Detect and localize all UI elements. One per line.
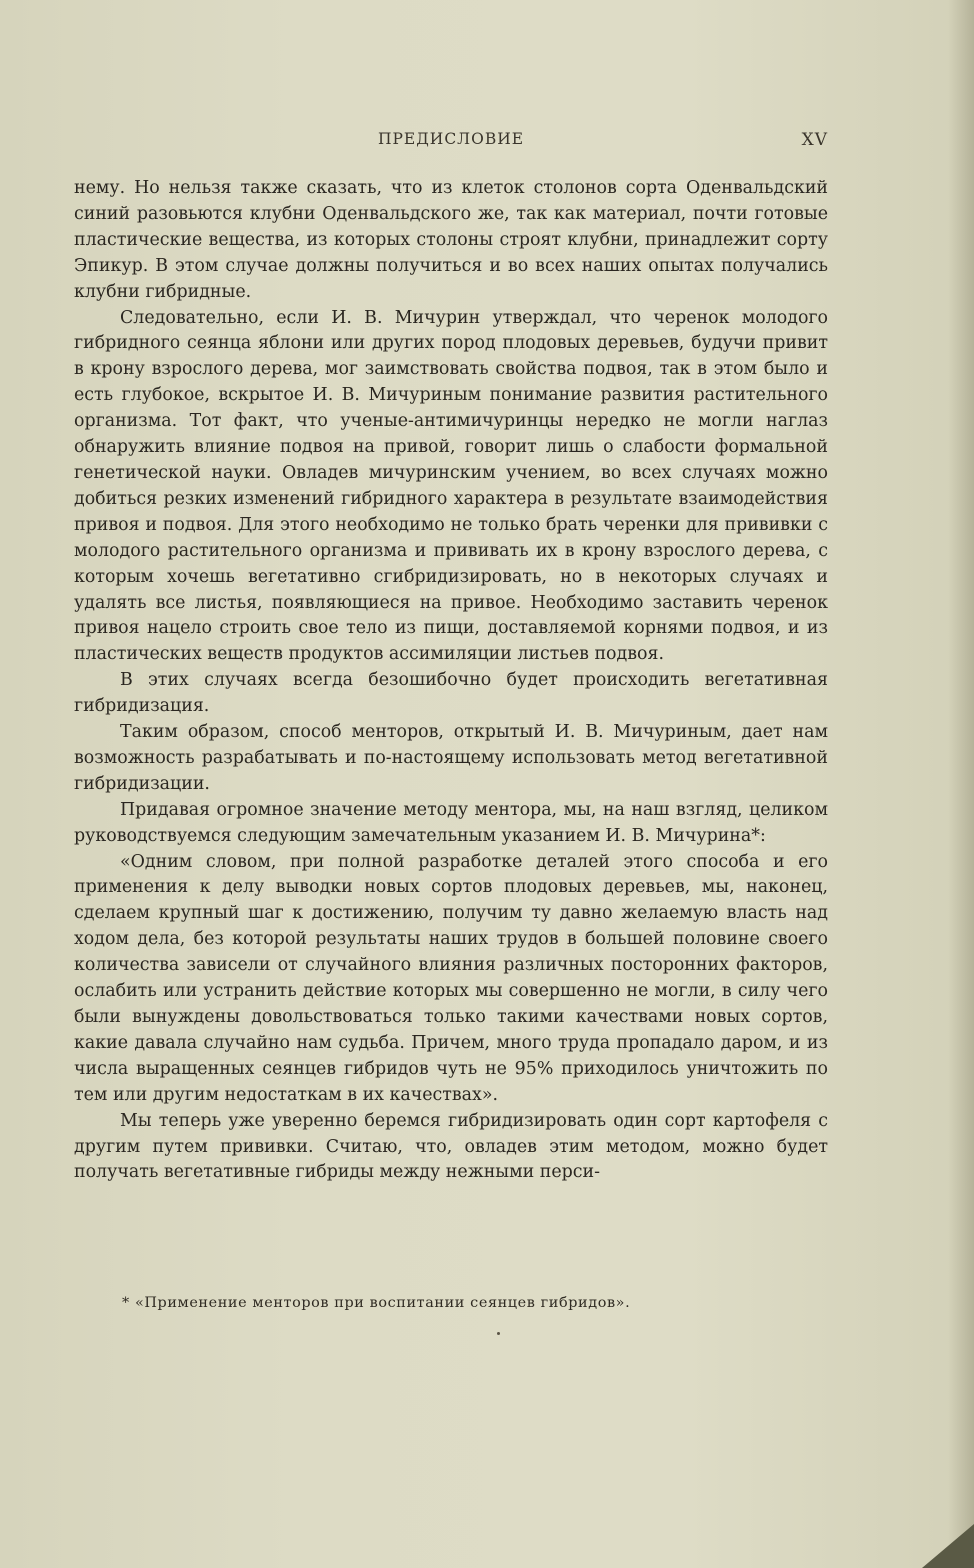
paragraph-closing: Мы теперь уже уверенно беремся гибридизировать один сорт картофеля с другим путем прививки. Считаю, что, овладев этим методом, можно будет получать вегетативные гибриды между нежными перси- (74, 1110, 828, 1183)
paragraph: В этих случаях всегда безошибочно будет происходить вегетативная гибридизация. (74, 670, 828, 717)
page-edge-shadow (948, 0, 974, 1568)
running-head (74, 130, 828, 154)
paragraph: Таким образом, способ менторов, открытый И. В. Мичуриным, дает нам возможность разрабатывать и по-настоящему использовать метод вегетативной гибридизации. (74, 722, 828, 794)
paragraph: Придавая огромное значение методу ментора, мы, на наш взгляд, целиком руководствуемся следующим замечательным указанием И. В. Мичурина*: (74, 799, 828, 846)
main-text (74, 176, 828, 1186)
footnote: * «Применение менторов при воспитании сеянцев гибридов». (122, 1295, 631, 1311)
running-head-title: ПРЕДИСЛОВИЕ (377, 130, 525, 148)
page-number: XV (801, 130, 828, 150)
paragraph: Следовательно, если И. В. Мичурин утверждал, что черенок молодого гибридного сеянца яблони или других пород плодовых деревьев, будучи привит в крону взрослого дерева, мог заимствовать свойства подвоя, так в этом было и есть глубокое, вскрытое И. В. Мичуриным понимание развития растительного организма. Тот факт, что ученые-антимичуринцы нередко не могли наглаз обнаружить влияние подвоя на привой, говорит лишь о слабости формальной генетической науки. Овладев мичуринским учением, во всех случаях можно добиться резких изменений гибридного характера в результате взаимодействия привоя и подвоя. Для этого необходимо не только брать черенки для прививки с молодого растительного организма и прививать их в крону взрослого дерева, с которым хочешь вегетативно сгибридизировать, но в некоторых случаях и удалять все листья, появляющиеся на привое. Необходимо заставить черенок привоя нацело строить свое тело из пищи, доставляемой корнями подвоя, и из пластических веществ продуктов ассимиляции листьев подвоя. (74, 307, 828, 665)
print-speck (497, 1332, 500, 1335)
corner-fold (922, 1524, 974, 1568)
paragraph-continuation: нему. Но нельзя также сказать, что из клеток столонов сорта Оденвальдский синий разовьются клубни Оденвальдского же, так как материал, почти готовые пластические вещества, из которых столоны строят клубни, принадлежит сорту Эпикур. В этом случае должны получиться и во всех наших опытах получались клубни гибридные. (74, 178, 828, 302)
michurin-quote: «Одним словом, при полной разработке деталей этого способа и его применения к делу выводки новых сортов плодовых деревьев, мы, наконец, сделаем крупный шаг к достижению, получим ту давно желаемую власть над ходом дела, без которой результаты наших трудов в большей половине своего количества зависели от случайного влияния различных посторонних факторов, ослабить или устранить действие которых мы совершенно не могли, в силу чего были вынуждены довольствоваться только такими качествами новых сортов, какие давала случайно нам судьба. Причем, много труда пропадало даром, и из числа выращенных сеянцев гибридов чуть не 95% приходилось уничтожить по тем или другим недостаткам в их качествах». (74, 851, 828, 1105)
